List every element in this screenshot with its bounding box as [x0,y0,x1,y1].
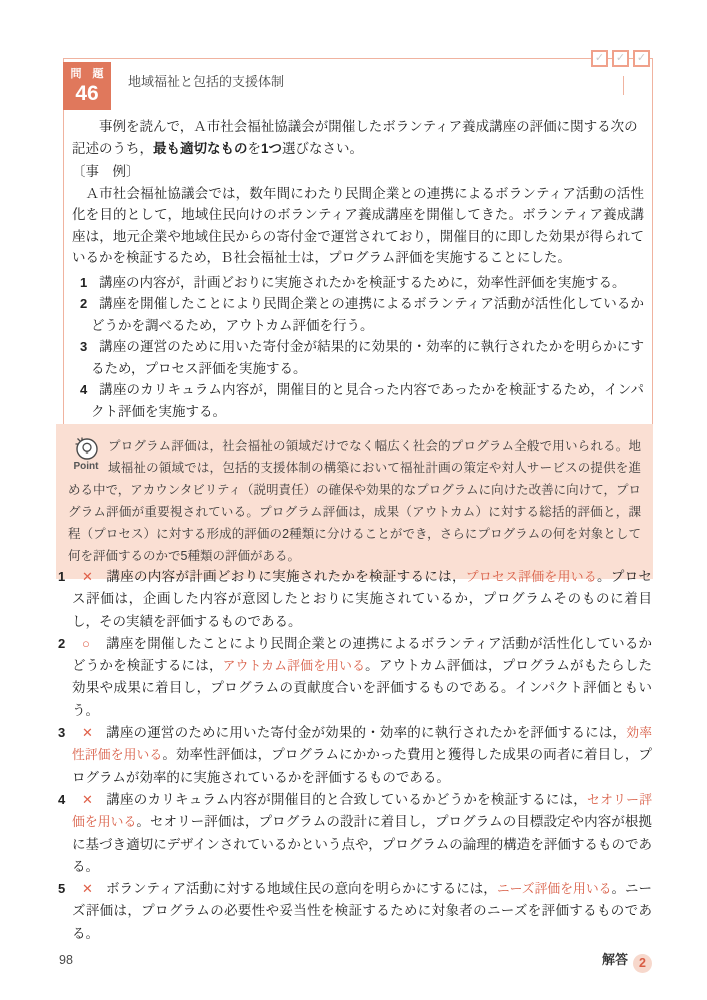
checkbox-shelf-line [578,76,624,95]
question-intro [72,116,644,159]
explanation-4-pre: 講座のカリキュラム内容が開催目的と合致しているかどうかを検証するには， [106,791,588,807]
explanation-2-post: 。アウトカム評価は，プログラムがもたらした効果や成果に着目し，プログラムの貢献度合いを評価するものである。インパクト評価ともいう。 [72,658,652,718]
explanation-3-post: 。効率性評価は，プログラムにかかった費用と獲得した成果の両者に着目し，プログラムが効率的に実施されているかを評価するものである。 [72,747,652,785]
answer-label: 解答 [601,952,628,968]
case-text: Ａ市社会福祉協議会では，数年間にわたり民間企業との連携によるボランティア活動の活性化を目的として，地域住民向けのボランティア養成講座を開催してきた。ボランティア養成講座は，地元企業や地域住民からの寄付金で運営されており，開催目的に即した効果が得られているかを検証するため，Ｂ社会福祉士は，プログラム評価を実施することにした。 [72,185,644,265]
explanation-1-number: 1 [58,569,66,584]
page-number: 98 [59,953,73,967]
attempt-checkbox-2[interactable]: ✓ [612,50,629,67]
option-4-number: 4 [80,382,88,397]
point-text: プログラム評価は，社会福祉の領域だけでなく幅広く社会的プログラム全般で用いられる。地域福祉の領域では，包括的支援体制の構築において福祉計画の策定や対人サービスの提供を進める中で，アカウンタビリティ（説明責任）の確保や効果的なプログラムに向けた改善に向けて，プログラム評価が重要視されている。プログラム評価は，成果（アウトカム）に対する総括的評価と，課程（プロセス）に対する形成的評価の2種類に分けることができ，さらにプログラムの何を対象として何を評価するのかで5種類の評価がある。 [68,439,641,563]
answer-value-badge: 2 [633,954,652,973]
explanation-5 [58,878,652,945]
explanation-1-post: 。プロセス評価は，企画した内容が意図したとおりに実施されているか，プログラムそのものに着目し，その実績を評価するものである。 [72,569,653,629]
option-2-text: 講座を開催したことにより民間企業との連携によるボランティア活動が活性化しているかどうかを調べるため，アウトカム評価を行う。 [91,296,644,333]
intro-bold-one: 1つ [261,140,283,156]
option-3-text: 講座の運営のために用いた寄付金が結果的に効果的・効率的に執行されたかを明らかにするため，プロセス評価を実施する。 [91,339,644,376]
explanation-3-pre: 講座の運営のために用いた寄付金が効果的・効率的に執行されたかを評価するには， [106,725,627,741]
point-label: Point [73,461,99,472]
case-label: 〔事 例〕 [72,164,140,179]
explanation-4 [58,789,652,878]
explanation-4-number: 4 [58,791,66,807]
explanation-5-post: 。ニーズ評価は，プログラムの必要性や妥当性を検証するために対象者のニーズを評価するものである。 [72,881,652,941]
lightbulb-icon [68,435,104,461]
explanation-4-highlight: セオリー評価を用いる [72,791,652,830]
problem-label: 問 題 [70,68,108,80]
wrong-mark-icon: ✕ [82,791,93,807]
explanation-1-highlight: プロセス評価を用いる [465,569,598,584]
wrong-mark-icon: ✕ [82,881,93,897]
question-box [63,52,653,457]
option-2-number: 2 [80,296,88,311]
explanation-2-number: 2 [58,635,66,651]
option-3 [72,336,644,379]
point-badge [68,435,104,479]
wrong-mark-icon: ✕ [82,725,93,741]
explanation-4-post: 。セオリー評価は，プログラムの設計に着目し，プログラムの目標設定や内容が根拠に基づき適切にデザインされているかという点や，プログラムの論理的構造を評価するものである。 [72,814,652,874]
answer-row [58,949,652,973]
explanation-2 [58,633,652,722]
problem-number: 46 [75,82,99,105]
intro-bold-most-appropriate: 最も適切なもの [153,140,248,156]
option-1-number: 1 [80,274,88,290]
intro-particle: を [247,140,261,156]
question-title: 地域福祉と包括的支援体制 [128,74,285,89]
explanation-2-highlight: アウトカム評価を用いる [222,658,366,674]
option-4 [72,379,644,422]
correct-mark-icon: ○ [82,635,90,651]
option-3-number: 3 [80,339,88,354]
point-callout [56,424,653,579]
option-2 [72,293,644,336]
option-4-text: 講座のカリキュラム内容が，開催目的と見合った内容であったかを検証するため，インパクト評価を実施する。 [91,382,644,419]
explanation-1 [58,566,652,633]
attempt-checkboxes [591,50,650,67]
explanation-3-highlight: 効率性評価を用いる [72,725,653,763]
option-list [72,272,644,444]
explanation-5-highlight: ニーズ評価を用いる [496,881,612,897]
attempt-checkbox-1[interactable]: ✓ [591,50,608,67]
explanation-section [58,566,652,973]
wrong-mark-icon: ✕ [82,569,93,584]
explanation-2-pre: 講座を開催したことにより民間企業との連携によるボランティア活動が活性化しているかどうかを検証するには， [72,635,652,674]
explanation-3-number: 3 [58,725,66,741]
explanation-1-pre: 講座の内容が計画どおりに実施されたかを検証するには， [106,569,466,584]
option-1-text: 講座の内容が，計画どおりに実施されたかを検証するために，効率性評価を実施する。 [99,274,626,290]
option-1 [72,272,644,294]
attempt-checkbox-3[interactable]: ✓ [633,50,650,67]
problem-number-badge [63,62,111,110]
explanation-3 [58,722,652,789]
intro-tail: 選びなさい。 [282,140,364,156]
explanation-5-pre: ボランティア活動に対する地域住民の意向を明らかにするには， [106,881,497,897]
intro-text: 事例を読んで，Ａ市社会福祉協議会が開催したボランティア養成講座の評価に関する次の記述のうち， [72,119,638,156]
explanation-5-number: 5 [58,881,66,897]
